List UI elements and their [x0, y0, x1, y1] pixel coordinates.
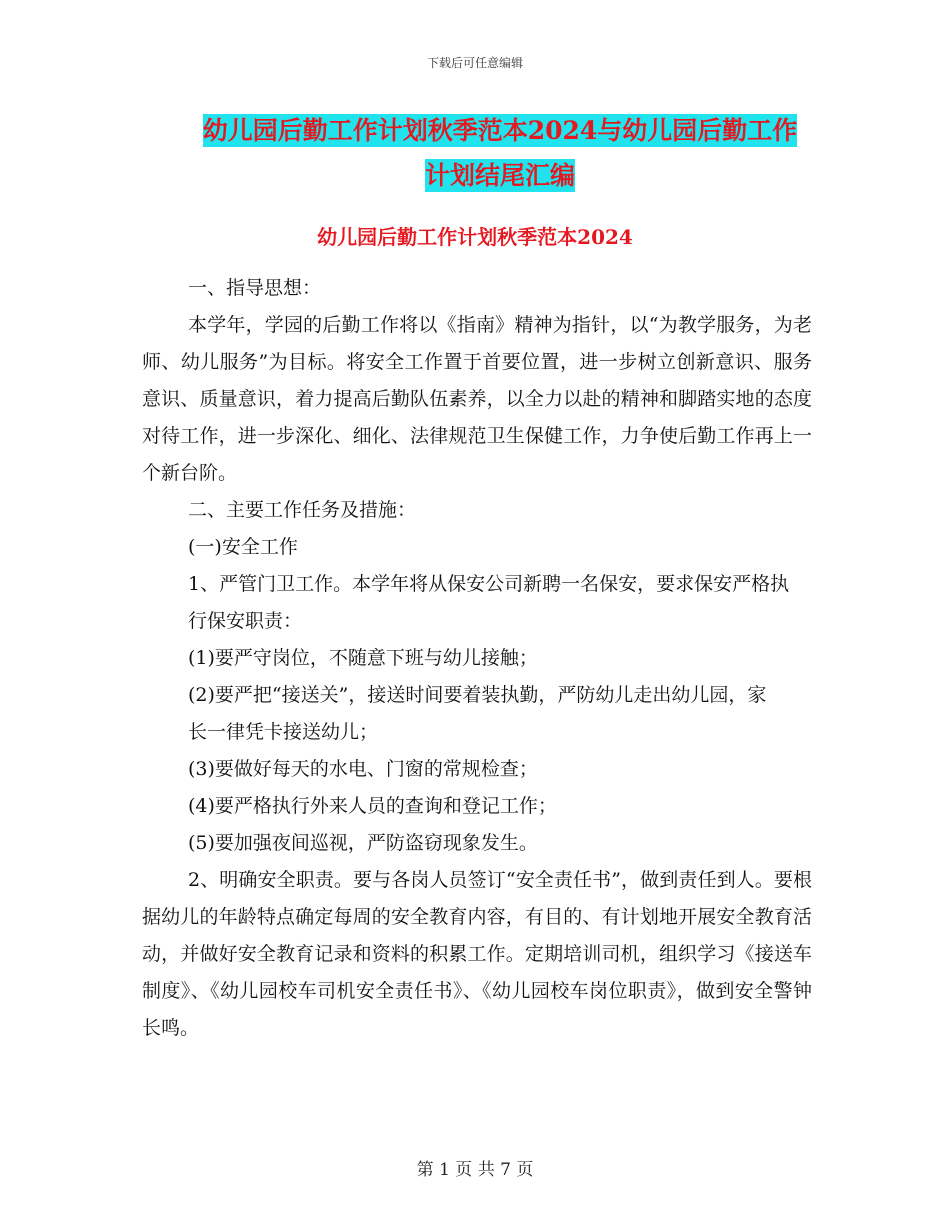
paragraph-guiding-heading: 一、指导思想： — [188, 277, 322, 299]
paragraph-sub-4: (4)要严格执行外来人员的查询和登记工作； — [188, 795, 557, 817]
header-note: 下载后可任意编辑 — [426, 56, 523, 70]
paragraph-item-1: 1、严管门卫工作。本学年将从保安公司新聘一名保安，要求保安严格执 — [188, 573, 790, 595]
document-title — [120, 108, 880, 198]
paragraph-sub-3: (3)要做好每天的水电、门窗的常规检查； — [188, 758, 538, 780]
paragraph-sub-2: (2)要严把“接送关”，接送时间要着装执勤，严防幼儿走出幼儿园，家 — [188, 684, 767, 706]
paragraph-sub-1: (1)要严守岗位，不随意下班与幼儿接触； — [188, 647, 538, 669]
title-line-2: 计划结尾汇编 — [424, 161, 575, 190]
paragraph-item-1-cont: 行保安职责： — [188, 610, 303, 632]
section-title: 幼儿园后勤工作计划秋季范本2024 — [317, 225, 633, 249]
paragraph-safety-heading: (一)安全工作 — [188, 536, 298, 558]
paragraph-sub-5: (5)要加强夜间巡视，严防盗窃现象发生。 — [188, 832, 538, 854]
paragraph-item-2: 2、明确安全职责。要与各岗人员签订“安全责任书”，做到责任到人。要根据幼儿的年龄特点确定每周的安全教育内容，有目的、有计划地开展安全教育活动，并做好安全教育记录和资料的积累工作。定期培训司机，组织学习《接送车制度》、《幼儿园校车司机安全责任书》、《幼儿园校车岗位职责》，做到安全警钟长鸣。 — [142, 869, 812, 1039]
paragraph-guiding-text: 本学年，学园的后勤工作将以《指南》精神为指针，以“为教学服务，为老师、幼儿服务”为目标。将安全工作置于首要位置，进一步树立创新意识、服务意识、质量意识，着力提高后勤队伍素养，以全力以赴的精神和脚踏实地的态度对待工作，进一步深化、细化、法律规范卫生保健工作，力争使后勤工作再上一个新台阶。 — [142, 314, 812, 484]
document-body — [142, 270, 812, 1047]
paragraph-tasks-heading: 二、主要工作任务及措施： — [188, 499, 417, 521]
paragraph-sub-2-cont: 长一律凭卡接送幼儿； — [188, 721, 379, 743]
title-line-1: 幼儿园后勤工作计划秋季范本2024与幼儿园后勤工作 — [202, 116, 798, 145]
page-footer: 第 1 页 共 7 页 — [416, 1160, 534, 1180]
